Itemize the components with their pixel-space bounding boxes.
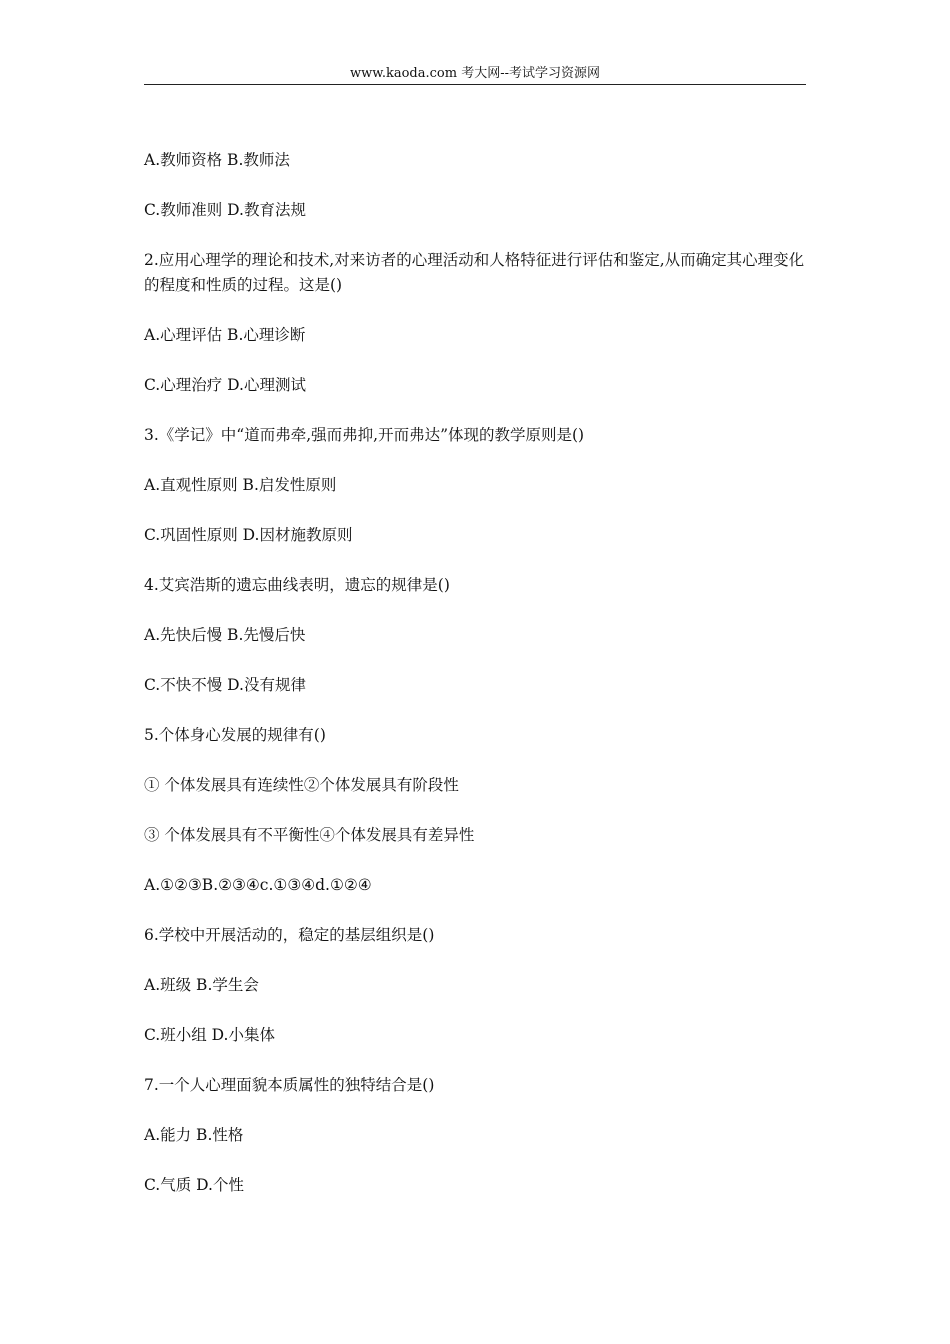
- answer-options-q6-cd: C.班小组 D.小集体: [144, 1026, 275, 1044]
- question-7: 7.一个人心理面貌本质属性的独特结合是(): [144, 1076, 435, 1094]
- answer-options-q3-cd: C.巩固性原则 D.因材施教原则: [144, 526, 353, 544]
- question-5: 5.个体身心发展的规律有(): [144, 726, 326, 744]
- answer-options-q4-cd: C.不快不慢 D.没有规律: [144, 676, 306, 694]
- page-header: www.kaoda.com 考大网--考试学习资源网: [144, 64, 806, 85]
- question-3: 3.《学记》中“道而弗牵,强而弗抑,开而弗达”体现的教学原则是(): [144, 426, 585, 444]
- answer-options-q7-ab: A.能力 B.性格: [144, 1126, 244, 1144]
- answer-options-q3-ab: A.直观性原则 B.启发性原则: [144, 476, 337, 494]
- answer-options-q6-ab: A.班级 B.学生会: [144, 976, 259, 994]
- answer-options-q1-ab: A.教师资格 B.教师法: [144, 151, 290, 169]
- statement-3-4: ③ 个体发展具有不平衡性④个体发展具有差异性: [144, 826, 475, 844]
- question-4: 4.艾宾浩斯的遗忘曲线表明，遗忘的规律是(): [144, 576, 450, 594]
- answer-options-q7-cd: C.气质 D.个性: [144, 1176, 244, 1194]
- question-2: 2.应用心理学的理论和技术,对来访者的心理活动和人格特征进行评估和鉴定,从而确定其心理变化的程度和性质的过程。这是(): [144, 251, 805, 294]
- document-body: [144, 148, 809, 1223]
- answer-options-q2-cd: C.心理治疗 D.心理测试: [144, 376, 306, 394]
- answer-options-q4-ab: A.先快后慢 B.先慢后快: [144, 626, 306, 644]
- answer-options-q1-cd: C.教师准则 D.教育法规: [144, 201, 306, 219]
- answer-options-q5: A.①②③B.②③④c.①③④d.①②④: [144, 876, 372, 894]
- statement-1-2: ① 个体发展具有连续性②个体发展具有阶段性: [144, 776, 459, 794]
- answer-options-q2-ab: A.心理评估 B.心理诊断: [144, 326, 306, 344]
- question-6: 6.学校中开展活动的，稳定的基层组织是(): [144, 926, 435, 944]
